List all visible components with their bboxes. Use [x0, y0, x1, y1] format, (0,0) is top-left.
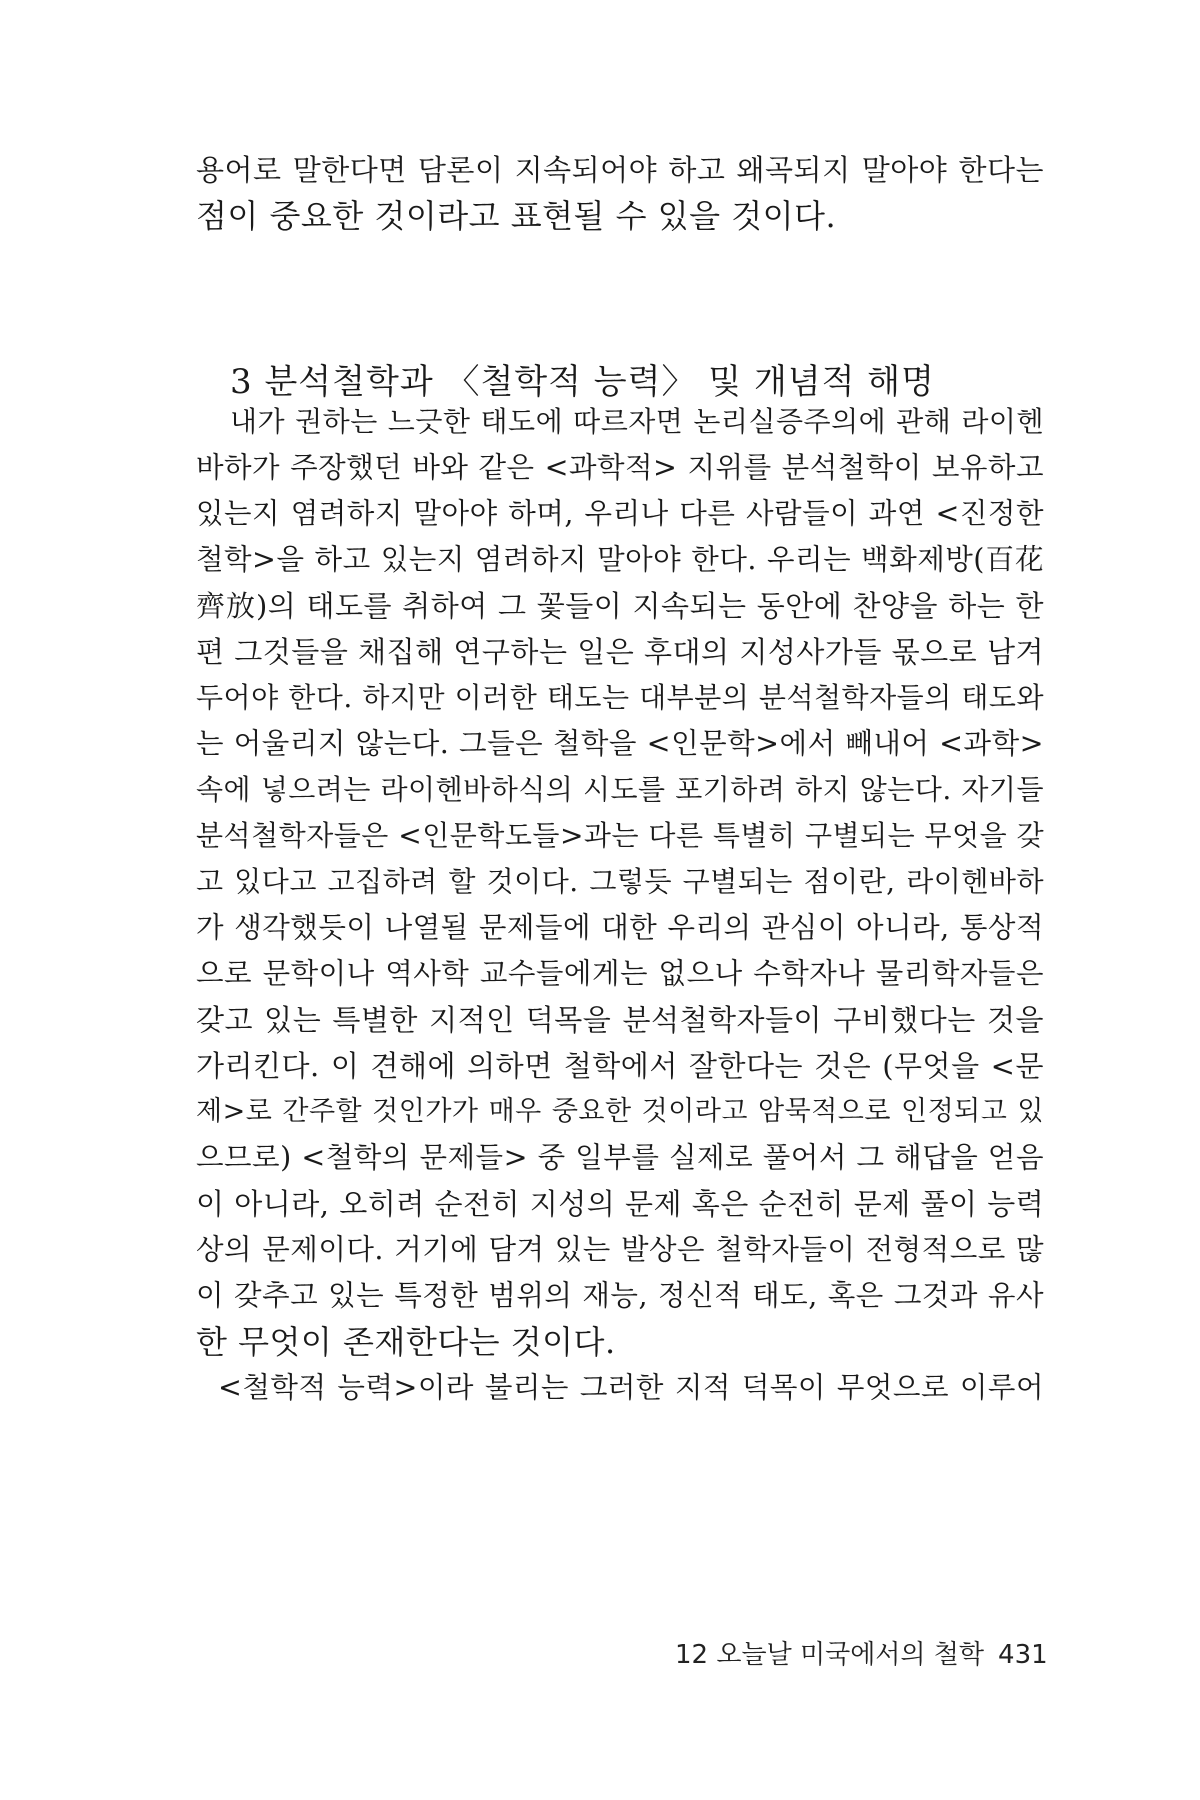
body-text-line: 철학>을 하고 있는지 염려하지 말아야 한다. 우리는 백화제방(百花: [196, 543, 1044, 576]
body-text-line: 있는지 염려하지 말아야 하며, 우리나 다른 사람들이 과연 <진정한: [196, 497, 1044, 530]
body-text-line: 용어로 말한다면 담론이 지속되어야 하고 왜곡되지 말아야 한다는: [196, 153, 1044, 187]
body-text-line: 제>로 간주할 것인가가 매우 중요한 것이라고 암묵적으로 인정되고 있: [196, 1096, 1044, 1127]
body-text-line: 가 생각했듯이 나열될 문제들에 대한 우리의 관심이 아니라, 통상적: [196, 911, 1044, 944]
page-footer: [675, 1638, 1048, 1672]
body-text-line: 한 무엇이 존재한다는 것이다.: [196, 1323, 616, 1361]
body-text-line: 齊放)의 태도를 취하여 그 꽃들이 지속되는 동안에 찬양을 하는 한: [196, 589, 1044, 623]
body-text-line: <철학적 능력>이라 불리는 그러한 지적 덕목이 무엇으로 이루어: [218, 1371, 1044, 1404]
body-text-line: 속에 넣으려는 라이헨바하식의 시도를 포기하려 하지 않는다. 자기들: [196, 773, 1044, 806]
body-text-line: 두어야 한다. 하지만 이러한 태도는 대부분의 분석철학자들의 태도와: [196, 681, 1044, 714]
body-text-line: 고 있다고 고집하려 할 것이다. 그렇듯 구별되는 점이란, 라이헨바하: [196, 865, 1044, 898]
body-text-line: 으로 문학이나 역사학 교수들에게는 없으나 수학자나 물리학자들은: [196, 957, 1044, 990]
body-text-line: 내가 권하는 느긋한 태도에 따르자면 논리실증주의에 관해 라이헨: [230, 405, 1044, 438]
body-text-line: 분석철학자들은 <인문학도들>과는 다른 특별히 구별되는 무엇을 갖: [196, 819, 1045, 852]
body-text-line: 가리킨다. 이 견해에 의하면 철학에서 잘한다는 것은 (무엇을 <문: [196, 1049, 1044, 1083]
running-head: 12 오늘날 미국에서의 철학: [675, 1640, 985, 1670]
body-text-line: 점이 중요한 것이라고 표현될 수 있을 것이다.: [196, 197, 837, 235]
body-text-line: 는 어울리지 않는다. 그들은 철학을 <인문학>에서 빼내어 <과학>: [196, 727, 1044, 760]
body-text-line: 갖고 있는 특별한 지적인 덕목을 분석철학자들이 구비했다는 것을: [196, 1003, 1044, 1037]
body-text-line: 바하가 주장했던 바와 같은 <과학적> 지위를 분석철학이 보유하고: [196, 451, 1044, 484]
page-number: 431: [998, 1640, 1048, 1670]
body-text-line: 이 갖추고 있는 특정한 범위의 재능, 정신적 태도, 혹은 그것과 유사: [196, 1279, 1044, 1312]
body-text-line: 이 아니라, 오히려 순전히 지성의 문제 혹은 순전히 문제 풀이 능력: [196, 1187, 1045, 1221]
body-text-line: 편 그것들을 채집해 연구하는 일은 후대의 지성사가들 몫으로 남겨: [196, 635, 1044, 669]
section-heading: 3 분석철학과 〈철학적 능력〉 및 개념적 해명: [230, 362, 935, 402]
body-text-line: 으므로) <철학의 문제들> 중 일부를 실제로 풀어서 그 해답을 얻음: [196, 1141, 1044, 1174]
body-text-line: 상의 문제이다. 거기에 담겨 있는 발상은 철학자들이 전형적으로 많: [196, 1233, 1044, 1266]
